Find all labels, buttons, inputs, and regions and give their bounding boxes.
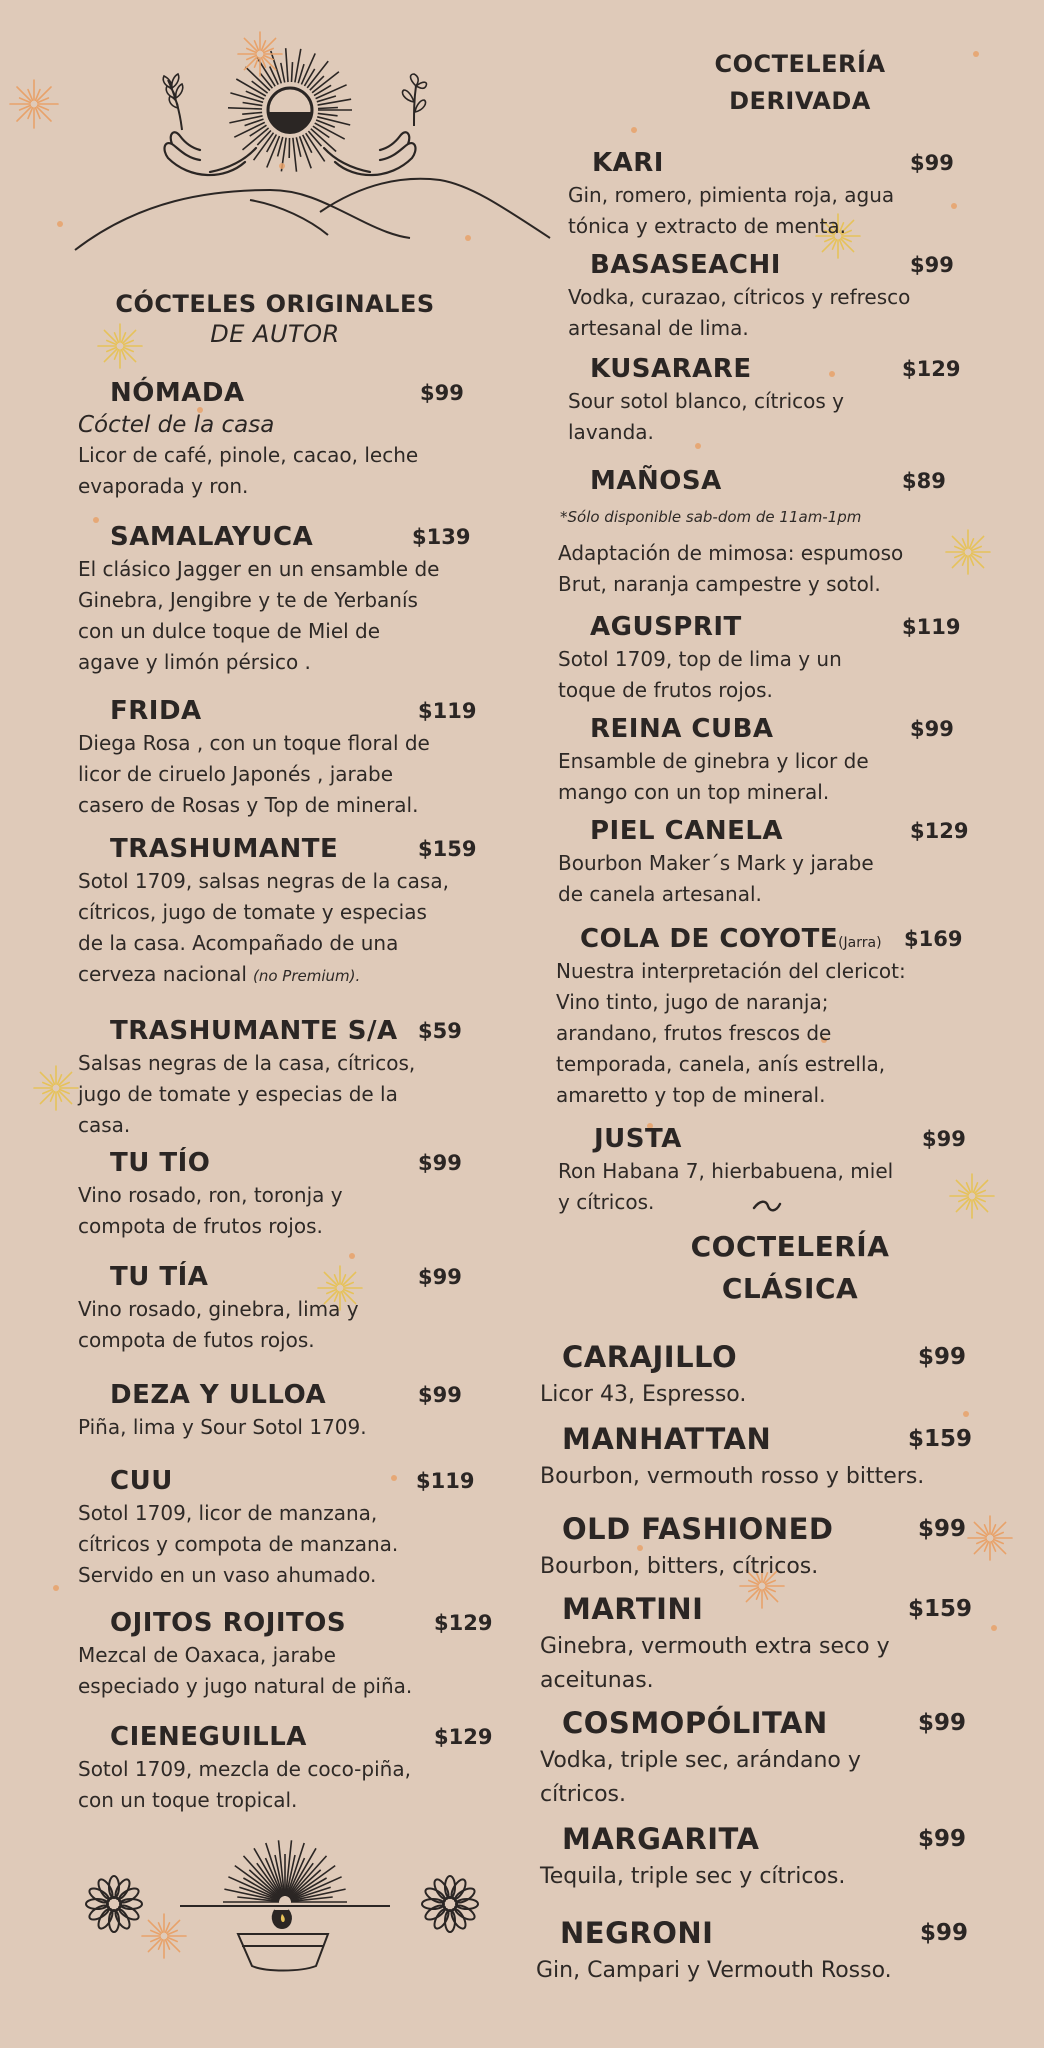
description-text: artesanal de lima. [568,316,749,340]
description-text: Mezcal de Oaxaca, jarabe [78,1643,336,1667]
sparkle-dot-icon [93,517,99,523]
item-name-text: PIEL CANELA [590,816,784,846]
item-description [78,866,449,992]
description-line [540,1778,861,1812]
item-name-text: NÓMADA [110,378,245,408]
description-line [78,1079,415,1110]
description-text: con un dulce toque de Miel de [78,619,381,643]
item-name-text: KUSARARE [590,354,752,384]
description-line [556,956,906,987]
description-line [540,1664,890,1698]
description-text: Ron Habana 7, hierbabuena, miel [558,1159,894,1183]
description-text: Bourbon, bitters, cítricos. [540,1554,819,1579]
item-description [78,728,430,821]
item-name-text: CIENEGUILLA [110,1722,307,1752]
item-description [540,1630,890,1698]
sparkle-icon [238,32,282,76]
item-name [580,924,882,958]
description-text: Adaptación de mimosa: espumoso [558,541,904,565]
item-price: $99 [918,1344,967,1370]
description-line [568,417,844,448]
description-line [540,1378,746,1412]
item-price: $99 [420,381,464,405]
description-text: casa. [78,1113,131,1137]
description-text: Licor 43, Espresso. [540,1382,747,1407]
description-text: de la casa. Acompañado de una [78,931,399,955]
description-text: cítricos, jugo de tomate y especias [78,900,427,924]
sparkle-icon [946,530,990,574]
description-text: Vodka, triple sec, arándano y [540,1748,861,1773]
item-description [78,1754,411,1816]
item-name [562,1424,771,1454]
item-price: $99 [918,1516,967,1542]
item-price: $99 [910,717,954,741]
description-line [78,1529,398,1560]
description-text: tónica y extracto de menta. [568,214,846,238]
item-price: $99 [922,1127,966,1151]
item-name [562,1708,828,1738]
item-name-text: MARGARITA [562,1822,760,1856]
item-name-text: DEZA Y ULLOA [110,1380,327,1410]
description-text: de canela artesanal. [558,882,762,906]
description-text: Tequila, triple sec y cítricos. [540,1864,846,1889]
sparkle-dot-icon [991,1625,997,1631]
item-price: $119 [418,699,477,723]
daisy-icon [82,1872,146,1936]
sparkle-dot-icon [465,235,471,241]
sparkle-icon [950,1174,994,1218]
section-title-clasica: COCTELERÍA CLÁSICA [620,1226,960,1310]
sparkle-dot-icon [829,371,835,377]
description-text: Gin, Campari y Vermouth Rosso. [536,1958,892,1983]
item-description [78,1294,359,1356]
description-line [558,538,903,569]
item-tag: (Jarra) [838,935,882,951]
item-price: $159 [908,1596,973,1622]
description-text: Piña, lima y Sour Sotol 1709. [78,1415,367,1439]
item-description [540,1860,845,1894]
description-text: temporada, canela, anís estrella, [556,1052,886,1076]
item-name-text: MAÑOSA [590,466,722,496]
description-line [78,897,449,928]
tilde-divider-icon [752,1198,782,1214]
description-line [568,313,910,344]
description-line [78,471,418,502]
description-text: Sotol 1709, salsas negras de la casa, [78,869,449,893]
item-price: $159 [908,1426,973,1452]
item-description [568,386,844,448]
item-name [110,834,338,864]
candle-bowl-icon [170,1836,400,1976]
sparkle-dot-icon [951,203,957,209]
description-text: El clásico Jagger en un ensamble de [78,557,440,581]
description-text: lavanda. [568,420,654,444]
item-description [568,282,910,344]
description-line [78,1325,359,1356]
description-line [558,746,869,777]
item-price: $99 [418,1265,462,1289]
item-description [540,1744,861,1812]
description-text: cítricos y compota de manzana. [78,1532,399,1556]
description-line [568,386,844,417]
item-description [540,1460,924,1494]
item-description [78,1180,343,1242]
description-text: Ginebra, Jengibre y te de Yerbanís [78,588,418,612]
item-price: $59 [418,1019,462,1043]
description-line [558,569,903,600]
section-subtitle-derivada: DERIVADA [729,87,871,115]
item-name [590,714,774,744]
item-price: $99 [920,1920,969,1946]
sparkle-dot-icon [53,1585,59,1591]
description-line [558,848,874,879]
description-text: Salsas negras de la casa, cítricos, [78,1051,416,1075]
item-price: $99 [910,151,954,175]
description-text: arandano, frutos frescos de [556,1021,832,1045]
item-name [590,466,722,496]
description-line [558,1187,893,1218]
item-price: $129 [902,357,961,381]
item-price: $169 [904,927,963,951]
description-line [568,180,894,211]
item-name-text: REINA CUBA [590,714,774,744]
item-name-text: OLD FASHIONED [562,1512,834,1546]
description-line [78,647,439,678]
item-description [78,440,418,502]
item-description [536,1954,892,1988]
sparkle-dot-icon [963,1411,969,1417]
description-text: Vodka, curazao, cítricos y refresco [568,285,911,309]
description-line [556,1080,906,1111]
item-name [590,250,781,280]
description-line [540,1860,845,1894]
description-line [556,987,906,1018]
item-name [110,1262,208,1292]
description-text: y cítricos. [558,1190,655,1214]
item-name [110,1380,326,1410]
description-line [558,644,842,675]
item-price: $89 [902,469,946,493]
description-line [78,1048,415,1079]
item-name-text: JUSTA [594,1124,682,1154]
description-line [78,1560,398,1591]
description-text: Brut, naranja campestre y sotol. [558,572,881,596]
description-text: amaretto y top de mineral. [556,1083,826,1107]
item-price: $129 [434,1725,493,1749]
description-text: Vino rosado, ginebra, lima y [78,1297,359,1321]
item-subtitle: Cóctel de la casa [78,412,275,438]
description-text: Diega Rosa , con un toque floral de [78,731,430,755]
description-line [78,1498,398,1529]
item-price: $129 [434,1611,493,1635]
item-price: $119 [416,1469,475,1493]
description-line [78,959,449,992]
section-subtitle-clasica: CLÁSICA [721,1272,859,1305]
description-text: Nuestra interpretación del clericot: [556,959,906,983]
description-line [78,928,449,959]
item-price: $129 [910,819,969,843]
description-line [78,790,430,821]
description-line [568,211,894,242]
description-line [78,759,430,790]
sparkle-dot-icon [57,221,63,227]
description-text: Bourbon Maker´s Mark y jarabe [558,851,874,875]
item-description [558,848,874,910]
item-name [110,522,313,552]
item-description [78,1640,412,1702]
description-text: cerveza nacional [78,962,247,986]
section-title-derivada: COCTELERÍA DERIVADA [630,46,970,120]
description-line [78,585,439,616]
description-text: mango con un top mineral. [558,780,830,804]
agave-flower-icon [394,72,436,128]
item-name-text: CARAJILLO [562,1340,738,1374]
description-text: Servido en un vaso ahumado. [78,1563,377,1587]
description-text: especiado y jugo natural de piña. [78,1674,413,1698]
description-text: evaporada y ron. [78,474,249,498]
item-name [590,354,752,384]
section-title-originales: CÓCTELES ORIGINALES DE AUTOR [90,286,460,352]
item-name-text: MARTINI [562,1592,704,1626]
item-description [558,1156,893,1218]
item-description [540,1550,818,1584]
description-line [556,1018,906,1049]
description-text: Sotol 1709, top de lima y un [558,647,842,671]
description-line [78,866,449,897]
item-description [78,1412,367,1443]
item-name [110,1016,398,1046]
item-price: $99 [910,253,954,277]
item-name [594,1124,682,1154]
item-description [78,1048,415,1141]
description-text: licor de ciruelo Japonés , jarabe [78,762,394,786]
item-name-text: OJITOS ROJITOS [110,1608,347,1638]
item-note: *Sólo disponible sab-dom de 11am-1pm [560,508,862,526]
item-name [110,696,202,726]
description-text: Licor de café, pinole, cacao, leche [78,443,419,467]
description-line [78,1412,367,1443]
description-text: Gin, romero, pimienta roja, agua [568,183,895,207]
item-price: $99 [918,1710,967,1736]
item-name-text: CUU [110,1466,173,1496]
description-text: Sotol 1709, mezcla de coco-piña, [78,1757,411,1781]
description-line [556,1049,906,1080]
item-name [560,1918,713,1948]
description-line [78,1180,343,1211]
item-description [556,956,906,1111]
sparkle-dot-icon [279,163,285,169]
sparkle-dot-icon [973,51,979,57]
item-price: $159 [418,837,477,861]
description-line [540,1550,818,1584]
description-text: casero de Rosas y Top de mineral. [78,793,419,817]
sparkle-dot-icon [631,127,637,133]
item-price: $119 [902,615,961,639]
description-line [78,1785,411,1816]
description-text: toque de frutos rojos. [558,678,773,702]
description-line [78,1640,412,1671]
description-text: compota de frutos rojos. [78,1214,323,1238]
description-line [78,440,418,471]
item-name-text: AGUSPRIT [590,612,742,642]
description-text: Sotol 1709, licor de manzana, [78,1501,378,1525]
item-name [590,816,783,846]
item-description [558,644,842,706]
item-name-text: TU TÍA [110,1262,209,1292]
daisy-icon [418,1872,482,1936]
description-line [78,1211,343,1242]
sparkle-dot-icon [391,1475,397,1481]
sparkle-dot-icon [349,1253,355,1259]
item-name [562,1342,737,1372]
item-name [562,1594,703,1624]
description-line [78,1294,359,1325]
description-line [540,1460,924,1494]
description-line [536,1954,892,1988]
item-price: $99 [918,1826,967,1852]
item-name-text: SAMALAYUCA [110,522,314,552]
description-line [78,554,439,585]
sun-hands-illustration-icon [60,40,550,260]
description-text: agave y limón pérsico . [78,650,311,674]
item-name-text: NEGRONI [560,1916,714,1950]
description-text: jugo de tomate y especias de la [78,1082,398,1106]
item-price: $99 [418,1151,462,1175]
item-name [562,1824,759,1854]
item-name [590,612,742,642]
item-name-text: BASASEACHI [590,250,781,280]
description-line [78,1671,412,1702]
item-description [540,1378,746,1412]
description-text: compota de futos rojos. [78,1328,315,1352]
description-line [78,728,430,759]
sparkle-icon [10,80,58,128]
description-line [540,1744,861,1778]
item-description [78,554,439,678]
description-line [540,1630,890,1664]
item-description [568,180,894,242]
section-subtitle-originales: DE AUTOR [210,320,340,348]
description-text: Bourbon, vermouth rosso y bitters. [540,1464,925,1489]
item-name [592,148,664,178]
item-name [110,378,245,408]
description-text: cítricos. [540,1782,627,1807]
description-line [78,1110,415,1141]
description-text: con un toque tropical. [78,1788,298,1812]
sparkle-icon [34,1066,78,1110]
sparkle-icon [968,1516,1012,1560]
item-price: $139 [412,525,471,549]
item-name-text: COSMOPÓLITAN [562,1706,828,1740]
description-line [558,675,842,706]
item-name-text: TRASHUMANTE [110,834,339,864]
item-name [110,1466,173,1496]
item-description [558,538,903,600]
item-name-text: COLA DE COYOTE [580,924,839,954]
description-line [558,1156,893,1187]
description-text: Ginebra, vermouth extra seco y [540,1634,890,1659]
item-name-text: FRIDA [110,696,202,726]
item-name-text: MANHATTAN [562,1422,772,1456]
item-description [558,746,869,808]
description-text: Vino rosado, ron, toronja y [78,1183,343,1207]
description-line [568,282,910,313]
item-name [110,1148,210,1178]
item-name [562,1514,833,1544]
item-price: $99 [418,1383,462,1407]
description-line [78,616,439,647]
description-text: Ensamble de ginebra y licor de [558,749,869,773]
description-text: Sour sotol blanco, cítricos y [568,389,844,413]
item-name-text: KARI [592,148,664,178]
description-text: Vino tinto, jugo de naranja; [556,990,829,1014]
description-line [558,777,869,808]
description-line [558,879,874,910]
item-name-text: TU TÍO [110,1148,211,1178]
item-name [110,1608,346,1638]
description-text: aceitunas. [540,1668,654,1693]
item-note: (no Premium). [252,967,361,985]
item-name [110,1722,307,1752]
item-name-text: TRASHUMANTE S/A [110,1016,398,1046]
description-line [78,1754,411,1785]
item-description [78,1498,398,1591]
wheat-icon [158,72,198,132]
